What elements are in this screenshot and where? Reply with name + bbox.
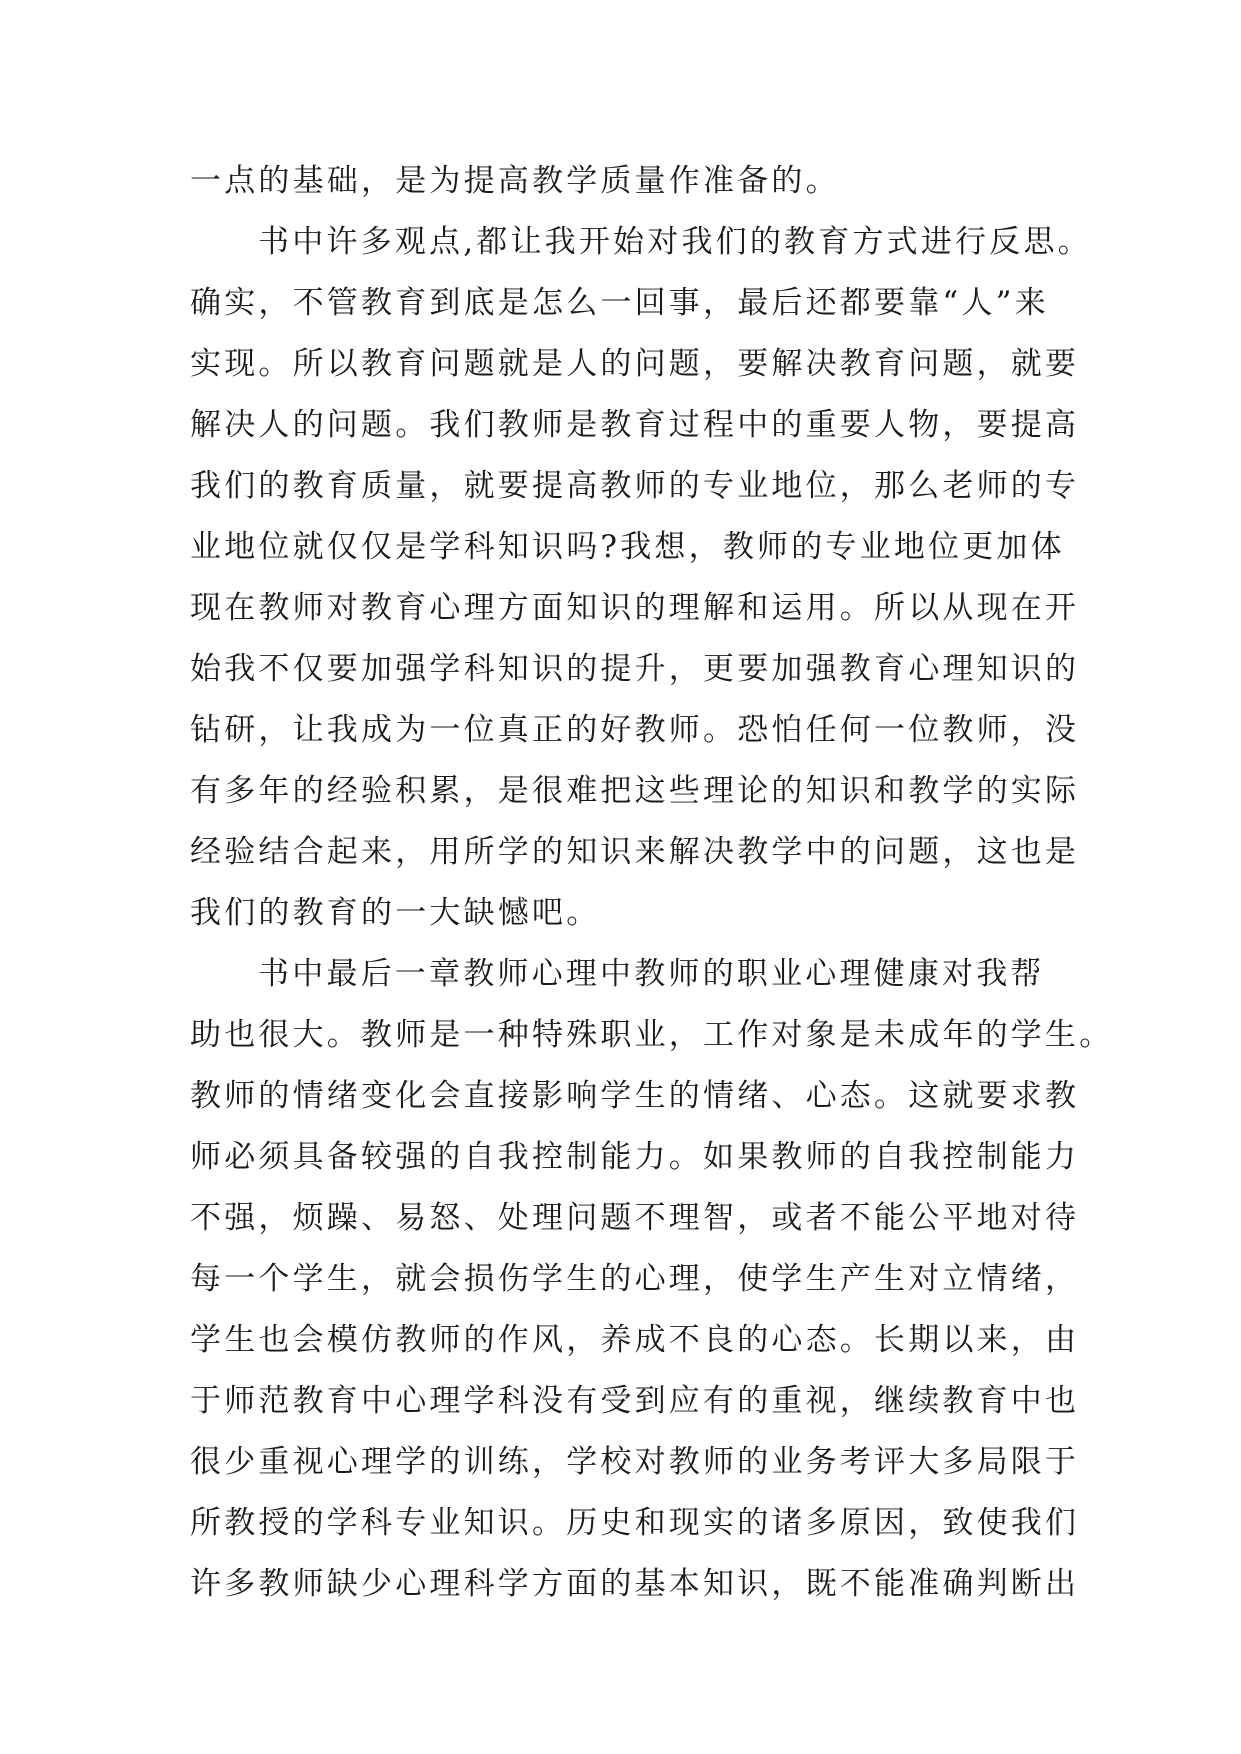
text-line: 于师范教育中心理学科没有受到应有的重视，继续教育中也 <box>190 1383 1080 1419</box>
text-line: 解决人的问题。我们教师是教育过程中的重要人物，要提高 <box>190 407 1080 443</box>
paragraph-first-line: 书中许多观点,都让我开始对我们的教育方式进行反思。 <box>258 224 1092 260</box>
text-line: 我们的教育质量，就要提高教师的专业地位，那么老师的专 <box>190 468 1080 504</box>
text-line: 经验结合起来，用所学的知识来解决教学中的问题，这也是 <box>190 834 1080 870</box>
text-line: 确实，不管教育到底是怎么一回事，最后还都要靠“人”来 <box>190 285 1049 321</box>
text-line: 每一个学生，就会损伤学生的心理，使学生产生对立情绪， <box>190 1261 1080 1297</box>
paragraph-first-line: 书中最后一章教师心理中教师的职业心理健康对我帮 <box>258 956 1045 992</box>
text-line: 所教授的学科专业知识。历史和现实的诸多原因，致使我们 <box>190 1505 1080 1541</box>
text-line: 钻研，让我成为一位真正的好教师。恐怕任何一位教师，没 <box>190 712 1080 748</box>
text-line: 很少重视心理学的训练，学校对教师的业务考评大多局限于 <box>190 1444 1080 1480</box>
text-line: 一点的基础，是为提高教学质量作准备的。 <box>190 163 840 199</box>
text-line: 师必须具备较强的自我控制能力。如果教师的自我控制能力 <box>190 1139 1080 1175</box>
text-line: 许多教师缺少心理科学方面的基本知识，既不能准确判断出 <box>190 1566 1080 1602</box>
text-line: 始我不仅要加强学科知识的提升，更要加强教育心理知识的 <box>190 651 1080 687</box>
text-line: 有多年的经验积累，是很难把这些理论的知识和教学的实际 <box>190 773 1080 809</box>
text-line: 现在教师对教育心理方面知识的理解和运用。所以从现在开 <box>190 590 1080 626</box>
text-line: 教师的情绪变化会直接影响学生的情绪、心态。这就要求教 <box>190 1078 1080 1114</box>
text-line: 学生也会模仿教师的作风，养成不良的心态。长期以来，由 <box>190 1322 1080 1358</box>
text-line: 我们的教育的一大缺憾吧。 <box>190 895 601 931</box>
text-line: 实现。所以教育问题就是人的问题，要解决教育问题，就要 <box>190 346 1080 382</box>
text-line: 助也很大。教师是一种特殊职业，工作对象是未成年的学生。 <box>190 1017 1114 1053</box>
text-line: 业地位就仅仅是学科知识吗?我想，教师的专业地位更加体 <box>190 529 1065 565</box>
text-line: 不强，烦躁、易怒、处理问题不理智，或者不能公平地对待 <box>190 1200 1080 1236</box>
